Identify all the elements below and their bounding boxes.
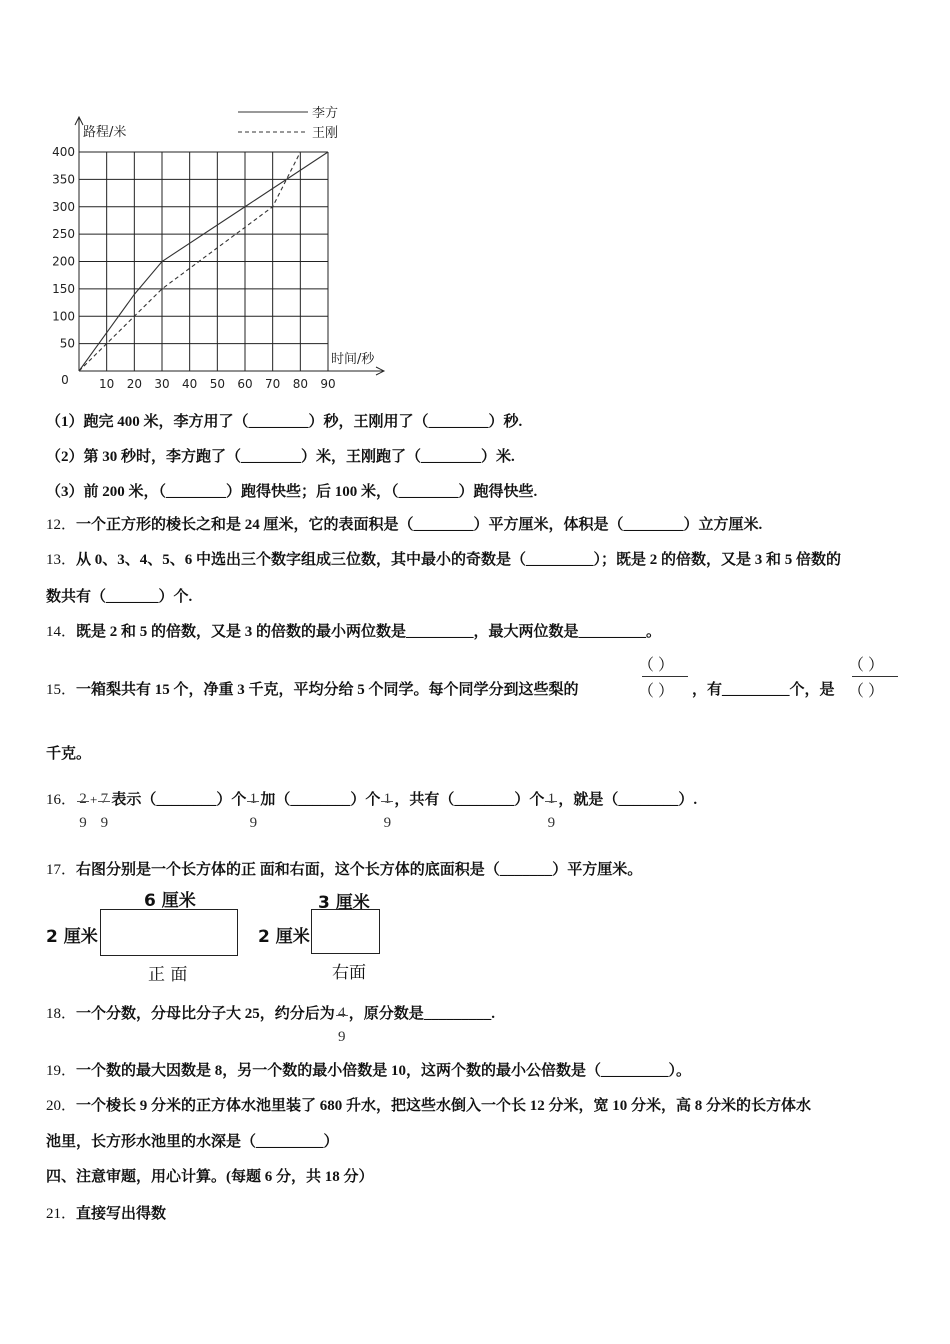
q16-f4-denominator: 9	[383, 814, 392, 831]
q13-number: 13．	[46, 552, 77, 568]
q15-frac2-top: （ ）	[848, 657, 885, 674]
q18-fraction	[335, 995, 349, 1045]
q16-text-3: ，共有（________）个	[394, 792, 545, 808]
y-tick-label: 350	[52, 172, 75, 187]
q11-part2: （2）第 30 秒时，李方跑了（________）米，王刚跑了（________）米.	[46, 449, 515, 465]
q15-frac1-bottom: （ ）	[638, 683, 675, 700]
y-tick-label: 200	[52, 254, 75, 269]
q15-blank-fraction-2	[848, 652, 900, 698]
q18-f-bar	[336, 1015, 348, 1016]
x-tick-label: 50	[209, 377, 225, 391]
chart-labels	[52, 124, 375, 391]
origin-label: 0	[61, 373, 69, 387]
q16-text-2: 加（________）个	[260, 792, 381, 808]
legend-label: 王刚	[312, 126, 339, 141]
q12-text: 一个正方形的棱长之和是 24 厘米，它的表面积是（________）平方厘米，体积是（________）立方厘米.	[76, 517, 763, 533]
q18-text-b: ，原分数是_________.	[348, 1006, 496, 1022]
q16-f1-denominator: 9	[79, 814, 87, 831]
q17-front-left-label: 2 厘米	[46, 927, 98, 947]
y-tick-label: 150	[52, 281, 75, 296]
q16-f3-denominator: 9	[249, 814, 258, 831]
question-13-line2: 数共有（_______）个.	[46, 589, 193, 605]
x-tick-label: 40	[182, 377, 198, 391]
q21-text: 直接写出得数	[76, 1206, 167, 1222]
question-17	[46, 858, 642, 879]
distance-time-chart	[40, 100, 400, 400]
q16-text-1: 表示（________）个	[111, 792, 247, 808]
q16-fraction-1	[76, 781, 90, 831]
q18-f-denominator: 9	[338, 1028, 346, 1045]
q17-number: 17．	[46, 862, 77, 878]
question-14	[46, 620, 661, 641]
q16-f5-bar	[545, 801, 557, 802]
q14-number: 14．	[46, 624, 77, 640]
q16-fraction-4	[380, 781, 394, 831]
q11-part3: （3）前 200 米，（________）跑得快些；后 100 米，（________）跑得快些.	[46, 484, 538, 500]
chart-legend	[238, 105, 338, 141]
q16-plus: +	[90, 792, 98, 807]
q15-text-c: 千克。	[46, 746, 92, 762]
q16-number: 16．	[46, 792, 77, 808]
y-tick-label: 100	[52, 309, 75, 324]
q17-right-name: 右面	[332, 963, 366, 983]
question-12	[46, 513, 762, 534]
q15-frac2-bar	[852, 676, 898, 677]
q17-right-top-label: 3 厘米	[318, 893, 370, 913]
x-tick-label: 10	[99, 377, 115, 391]
y-tick-label: 250	[52, 227, 75, 242]
x-tick-label: 80	[292, 377, 308, 391]
q20-text-a: 一个棱长 9 分米的正方体水池里装了 680 升水，把这些水倒入一个长 12 分米，宽 10 分米，高 8 分米的长方体水	[76, 1098, 812, 1114]
q18-number: 18．	[46, 1006, 77, 1022]
question-20-line2: 池里，长方形水池里的水深是（_________）	[46, 1134, 339, 1150]
q18-text-a: 一个分数，分母比分子大 25，约分后为	[76, 1006, 335, 1022]
q15-text-a: 一箱梨共有 15 个，净重 3 千克，平均分给 5 个同学。每个同学分到这些梨的	[76, 682, 579, 698]
q16-f1-numerator: 2	[79, 790, 87, 807]
q12-number: 12．	[46, 517, 77, 533]
q16-text-4: ，就是（________）.	[558, 792, 698, 808]
question-13-line1	[46, 548, 841, 569]
q15-frac1-bar	[642, 676, 688, 677]
q14-text: 既是 2 和 5 的倍数，又是 3 的倍数的最小两位数是_________，最大两位数是_________。	[76, 624, 662, 640]
q18-f-numerator: 4	[338, 1004, 346, 1021]
x-tick-label: 70	[265, 377, 281, 391]
x-tick-label: 90	[320, 377, 336, 391]
q11-part1: （1）跑完 400 米，李方用了（________）秒，王刚用了（________）秒.	[46, 414, 523, 430]
q16-f3-bar	[247, 801, 259, 802]
q15-blank-fraction-1	[638, 652, 690, 698]
y-tick-label: 50	[59, 336, 75, 351]
chart-grid	[79, 152, 328, 371]
y-tick-label: 400	[52, 145, 75, 159]
x-axis-label: 时间/秒	[331, 352, 375, 367]
y-axis-label: 路程/米	[83, 125, 127, 140]
q16-f4-numerator: 1	[383, 790, 392, 807]
chart-axes	[75, 117, 384, 375]
q15-frac1-top: （ ）	[638, 657, 675, 674]
q17-right-left-label: 2 厘米	[258, 927, 310, 947]
q15-number: 15．	[46, 682, 77, 698]
x-tick-label: 30	[154, 377, 170, 391]
q16-f5-numerator: 1	[547, 790, 556, 807]
x-tick-label: 60	[237, 377, 253, 391]
q16-fraction-2	[97, 781, 111, 831]
q17-front-name: 正 面	[148, 965, 188, 985]
q20-number: 20．	[46, 1098, 77, 1114]
question-19	[46, 1059, 691, 1080]
q15-text-b: ，有_________个，是	[692, 682, 835, 698]
question-15	[46, 678, 579, 699]
q16-f4-bar	[381, 801, 393, 802]
x-tick-label: 20	[126, 377, 142, 391]
legend-label: 李方	[312, 106, 339, 121]
q15-frac2-bottom: （ ）	[848, 683, 885, 700]
question-21	[46, 1202, 166, 1223]
question-20-line1	[46, 1094, 811, 1115]
q16-f5-denominator: 9	[547, 814, 556, 831]
q13-text-a: 从 0、3、4、5、6 中选出三个数字组成三位数，其中最小的奇数是（_________）；既是 2 的倍数，又是 3 和 5 倍数的	[76, 552, 842, 568]
q19-number: 19．	[46, 1063, 77, 1079]
y-tick-label: 300	[52, 199, 75, 214]
section-4-heading: 四、注意审题，用心计算。(每题 6 分，共 18 分）	[46, 1169, 374, 1185]
q21-number: 21．	[46, 1206, 77, 1222]
q17-right-rectangle	[311, 909, 380, 954]
question-16	[46, 780, 698, 831]
q17-front-top-label: 6 厘米	[144, 891, 196, 911]
question-18	[46, 994, 496, 1045]
q17-front-rectangle	[100, 909, 238, 956]
q16-f3-numerator: 1	[249, 790, 258, 807]
q16-f2-denominator: 9	[100, 814, 109, 831]
q16-f2-bar	[98, 801, 110, 802]
q16-fraction-3	[246, 781, 260, 831]
q17-text: 右图分别是一个长方体的正 面和右面，这个长方体的底面积是（_______）平方厘米。	[76, 862, 643, 878]
q16-f1-bar	[77, 801, 89, 802]
q19-text: 一个数的最大因数是 8，另一个数的最小倍数是 10，这两个数的最小公倍数是（_________）。	[76, 1063, 692, 1079]
q16-fraction-5	[544, 781, 558, 831]
q16-f2-numerator: 7	[100, 790, 109, 807]
